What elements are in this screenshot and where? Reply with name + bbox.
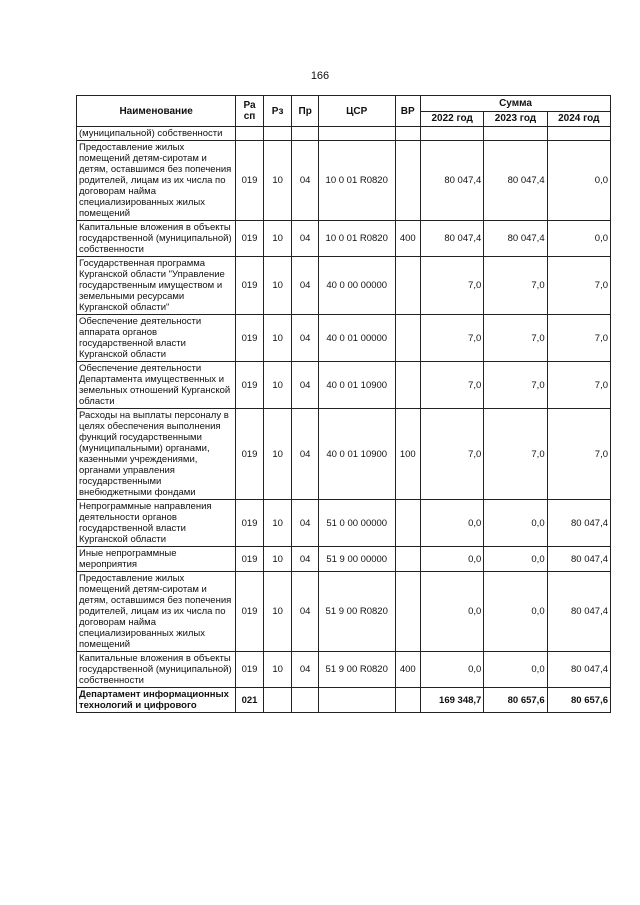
table-cell-pr: 04 [292, 547, 319, 572]
table-cell-name: Расходы на выплаты персоналу в целях обеспечения выполнения функций государственными (муниципальными) органами, казенными учреждениями, органами управления государственными внебюджетными фондами [77, 409, 236, 500]
table-cell-2022: 80 047,4 [421, 141, 484, 221]
table-row [77, 127, 611, 141]
table-cell-vr: 400 [395, 652, 421, 688]
table-cell-rasp: 019 [236, 257, 264, 315]
table-cell-csr [318, 688, 395, 713]
table-cell-rz: 10 [263, 409, 292, 500]
table-cell-2023: 80 657,6 [484, 688, 547, 713]
table-cell-2024: 7,0 [547, 409, 610, 500]
table-cell-rz: 10 [263, 221, 292, 257]
page-number: 166 [310, 70, 330, 82]
table-cell-2022: 7,0 [421, 315, 484, 362]
table-cell-rz: 10 [263, 315, 292, 362]
table-cell-pr: 04 [292, 500, 319, 547]
table-row [77, 221, 611, 257]
header-2022: 2022 год [421, 111, 484, 127]
table-cell-rasp: 019 [236, 362, 264, 409]
table-cell-pr: 04 [292, 572, 319, 652]
table-cell-pr: 04 [292, 257, 319, 315]
table-cell-2022: 7,0 [421, 362, 484, 409]
table-cell-vr [395, 500, 421, 547]
table-cell-name: Департамент информационных технологий и цифрового [77, 688, 236, 713]
table-cell-csr [318, 127, 395, 141]
table-cell-name: Капитальные вложения в объекты государственной (муниципальной) собственности [77, 221, 236, 257]
header-2024: 2024 год [547, 111, 610, 127]
table-cell-2022 [421, 127, 484, 141]
table-cell-name: Непрограммные направления деятельности органов государственной власти Курганской области [77, 500, 236, 547]
table-cell-vr [395, 362, 421, 409]
table-cell-2024: 7,0 [547, 315, 610, 362]
table-cell-rz [263, 688, 292, 713]
table-cell-csr: 40 0 01 10900 [318, 362, 395, 409]
table-cell-pr: 04 [292, 409, 319, 500]
table-cell-2023: 0,0 [484, 652, 547, 688]
table-cell-vr: 100 [395, 409, 421, 500]
table-cell-vr [395, 141, 421, 221]
table-cell-rz: 10 [263, 257, 292, 315]
header-rz: Рз [263, 96, 292, 127]
header-row [77, 96, 611, 112]
table-cell-name: Предоставление жилых помещений детям-сиротам и детям, оставшимся без попечения родителей, лицам из их числа по договорам найма специализированных жилых помещений [77, 141, 236, 221]
table-cell-csr: 40 0 00 00000 [318, 257, 395, 315]
table-cell-2024: 80 047,4 [547, 500, 610, 547]
table-cell-csr: 51 0 00 00000 [318, 500, 395, 547]
table-cell-rasp [236, 127, 264, 141]
table-cell-vr: 400 [395, 221, 421, 257]
table-cell-2023: 80 047,4 [484, 221, 547, 257]
header-2023: 2023 год [484, 111, 547, 127]
table-cell-2024: 80 047,4 [547, 572, 610, 652]
table-cell-2022: 7,0 [421, 257, 484, 315]
table-cell-rz: 10 [263, 547, 292, 572]
table-cell-2024: 80 657,6 [547, 688, 610, 713]
table-cell-rasp: 019 [236, 315, 264, 362]
table-row [77, 257, 611, 315]
table-cell-pr: 04 [292, 221, 319, 257]
table-cell-name: Обеспечение деятельности Департамента имущественных и земельных отношений Курганской области [77, 362, 236, 409]
table-cell-csr: 10 0 01 R0820 [318, 221, 395, 257]
table-cell-2022: 0,0 [421, 652, 484, 688]
table-cell-rasp: 021 [236, 688, 264, 713]
table-cell-2023: 0,0 [484, 500, 547, 547]
table-cell-vr [395, 688, 421, 713]
table-cell-rasp: 019 [236, 409, 264, 500]
table-cell-2024 [547, 127, 610, 141]
table-cell-2023: 80 047,4 [484, 141, 547, 221]
table-cell-pr: 04 [292, 652, 319, 688]
table-cell-2023: 0,0 [484, 572, 547, 652]
table-cell-csr: 10 0 01 R0820 [318, 141, 395, 221]
table-cell-2024: 0,0 [547, 141, 610, 221]
table-cell-rz: 10 [263, 362, 292, 409]
table-row [77, 500, 611, 547]
table-row [77, 141, 611, 221]
table-cell-2023: 7,0 [484, 362, 547, 409]
table-cell-2024: 7,0 [547, 257, 610, 315]
table-cell-vr [395, 127, 421, 141]
header-pr: Пр [292, 96, 319, 127]
table-cell-2022: 7,0 [421, 409, 484, 500]
table-cell-2024: 80 047,4 [547, 652, 610, 688]
table-cell-2022: 0,0 [421, 572, 484, 652]
budget-table [76, 95, 611, 713]
table-cell-rasp: 019 [236, 500, 264, 547]
table-cell-2022: 80 047,4 [421, 221, 484, 257]
table-cell-csr: 40 0 01 00000 [318, 315, 395, 362]
table-cell-pr [292, 688, 319, 713]
table-cell-csr: 51 9 00 R0820 [318, 572, 395, 652]
table-cell-csr: 51 9 00 00000 [318, 547, 395, 572]
table-cell-vr [395, 315, 421, 362]
table-cell-2023: 7,0 [484, 315, 547, 362]
header-name: Наименование [77, 96, 236, 127]
table-row [77, 409, 611, 500]
table-row [77, 652, 611, 688]
table-cell-name: Предоставление жилых помещений детям-сиротам и детям, оставшимся без попечения родителей, лицам из их числа по договорам найма специализированных жилых помещений [77, 572, 236, 652]
table-cell-2022: 0,0 [421, 500, 484, 547]
table-row [77, 572, 611, 652]
table-cell-name: Государственная программа Курганской области "Управление государственным имуществом и земельными ресурсами Курганской области" [77, 257, 236, 315]
header-sum: Сумма [421, 96, 611, 112]
table-cell-2023: 7,0 [484, 257, 547, 315]
table-cell-vr [395, 257, 421, 315]
table-cell-2024: 80 047,4 [547, 547, 610, 572]
table-cell-2022: 169 348,7 [421, 688, 484, 713]
table-cell-name: (муниципальной) собственности [77, 127, 236, 141]
table-cell-rasp: 019 [236, 141, 264, 221]
table-cell-name: Обеспечение деятельности аппарата органов государственной власти Курганской области [77, 315, 236, 362]
table-cell-2023: 7,0 [484, 409, 547, 500]
table-row [77, 688, 611, 713]
table-cell-rasp: 019 [236, 221, 264, 257]
table-cell-pr: 04 [292, 362, 319, 409]
table-cell-rasp: 019 [236, 547, 264, 572]
table-cell-rz: 10 [263, 141, 292, 221]
table-cell-2024: 7,0 [547, 362, 610, 409]
table-cell-2024: 0,0 [547, 221, 610, 257]
table-cell-csr: 40 0 01 10900 [318, 409, 395, 500]
table-cell-vr [395, 547, 421, 572]
table-cell-rz: 10 [263, 572, 292, 652]
table-cell-rz [263, 127, 292, 141]
table-row [77, 547, 611, 572]
table-cell-name: Иные непрограммные мероприятия [77, 547, 236, 572]
table-cell-2023: 0,0 [484, 547, 547, 572]
table-cell-rasp: 019 [236, 652, 264, 688]
table-cell-vr [395, 572, 421, 652]
table-row [77, 362, 611, 409]
header-vr: ВР [395, 96, 421, 127]
header-csr: ЦСР [318, 96, 395, 127]
table-row [77, 315, 611, 362]
table-cell-rasp: 019 [236, 572, 264, 652]
table-cell-2023 [484, 127, 547, 141]
table-cell-pr: 04 [292, 315, 319, 362]
table-cell-rz: 10 [263, 500, 292, 547]
table-body [77, 127, 611, 713]
table-cell-csr: 51 9 00 R0820 [318, 652, 395, 688]
table-cell-pr: 04 [292, 141, 319, 221]
table-cell-rz: 10 [263, 652, 292, 688]
table-cell-2022: 0,0 [421, 547, 484, 572]
table-cell-name: Капитальные вложения в объекты государственной (муниципальной) собственности [77, 652, 236, 688]
table-cell-pr [292, 127, 319, 141]
header-rasp: Ра сп [236, 96, 264, 127]
